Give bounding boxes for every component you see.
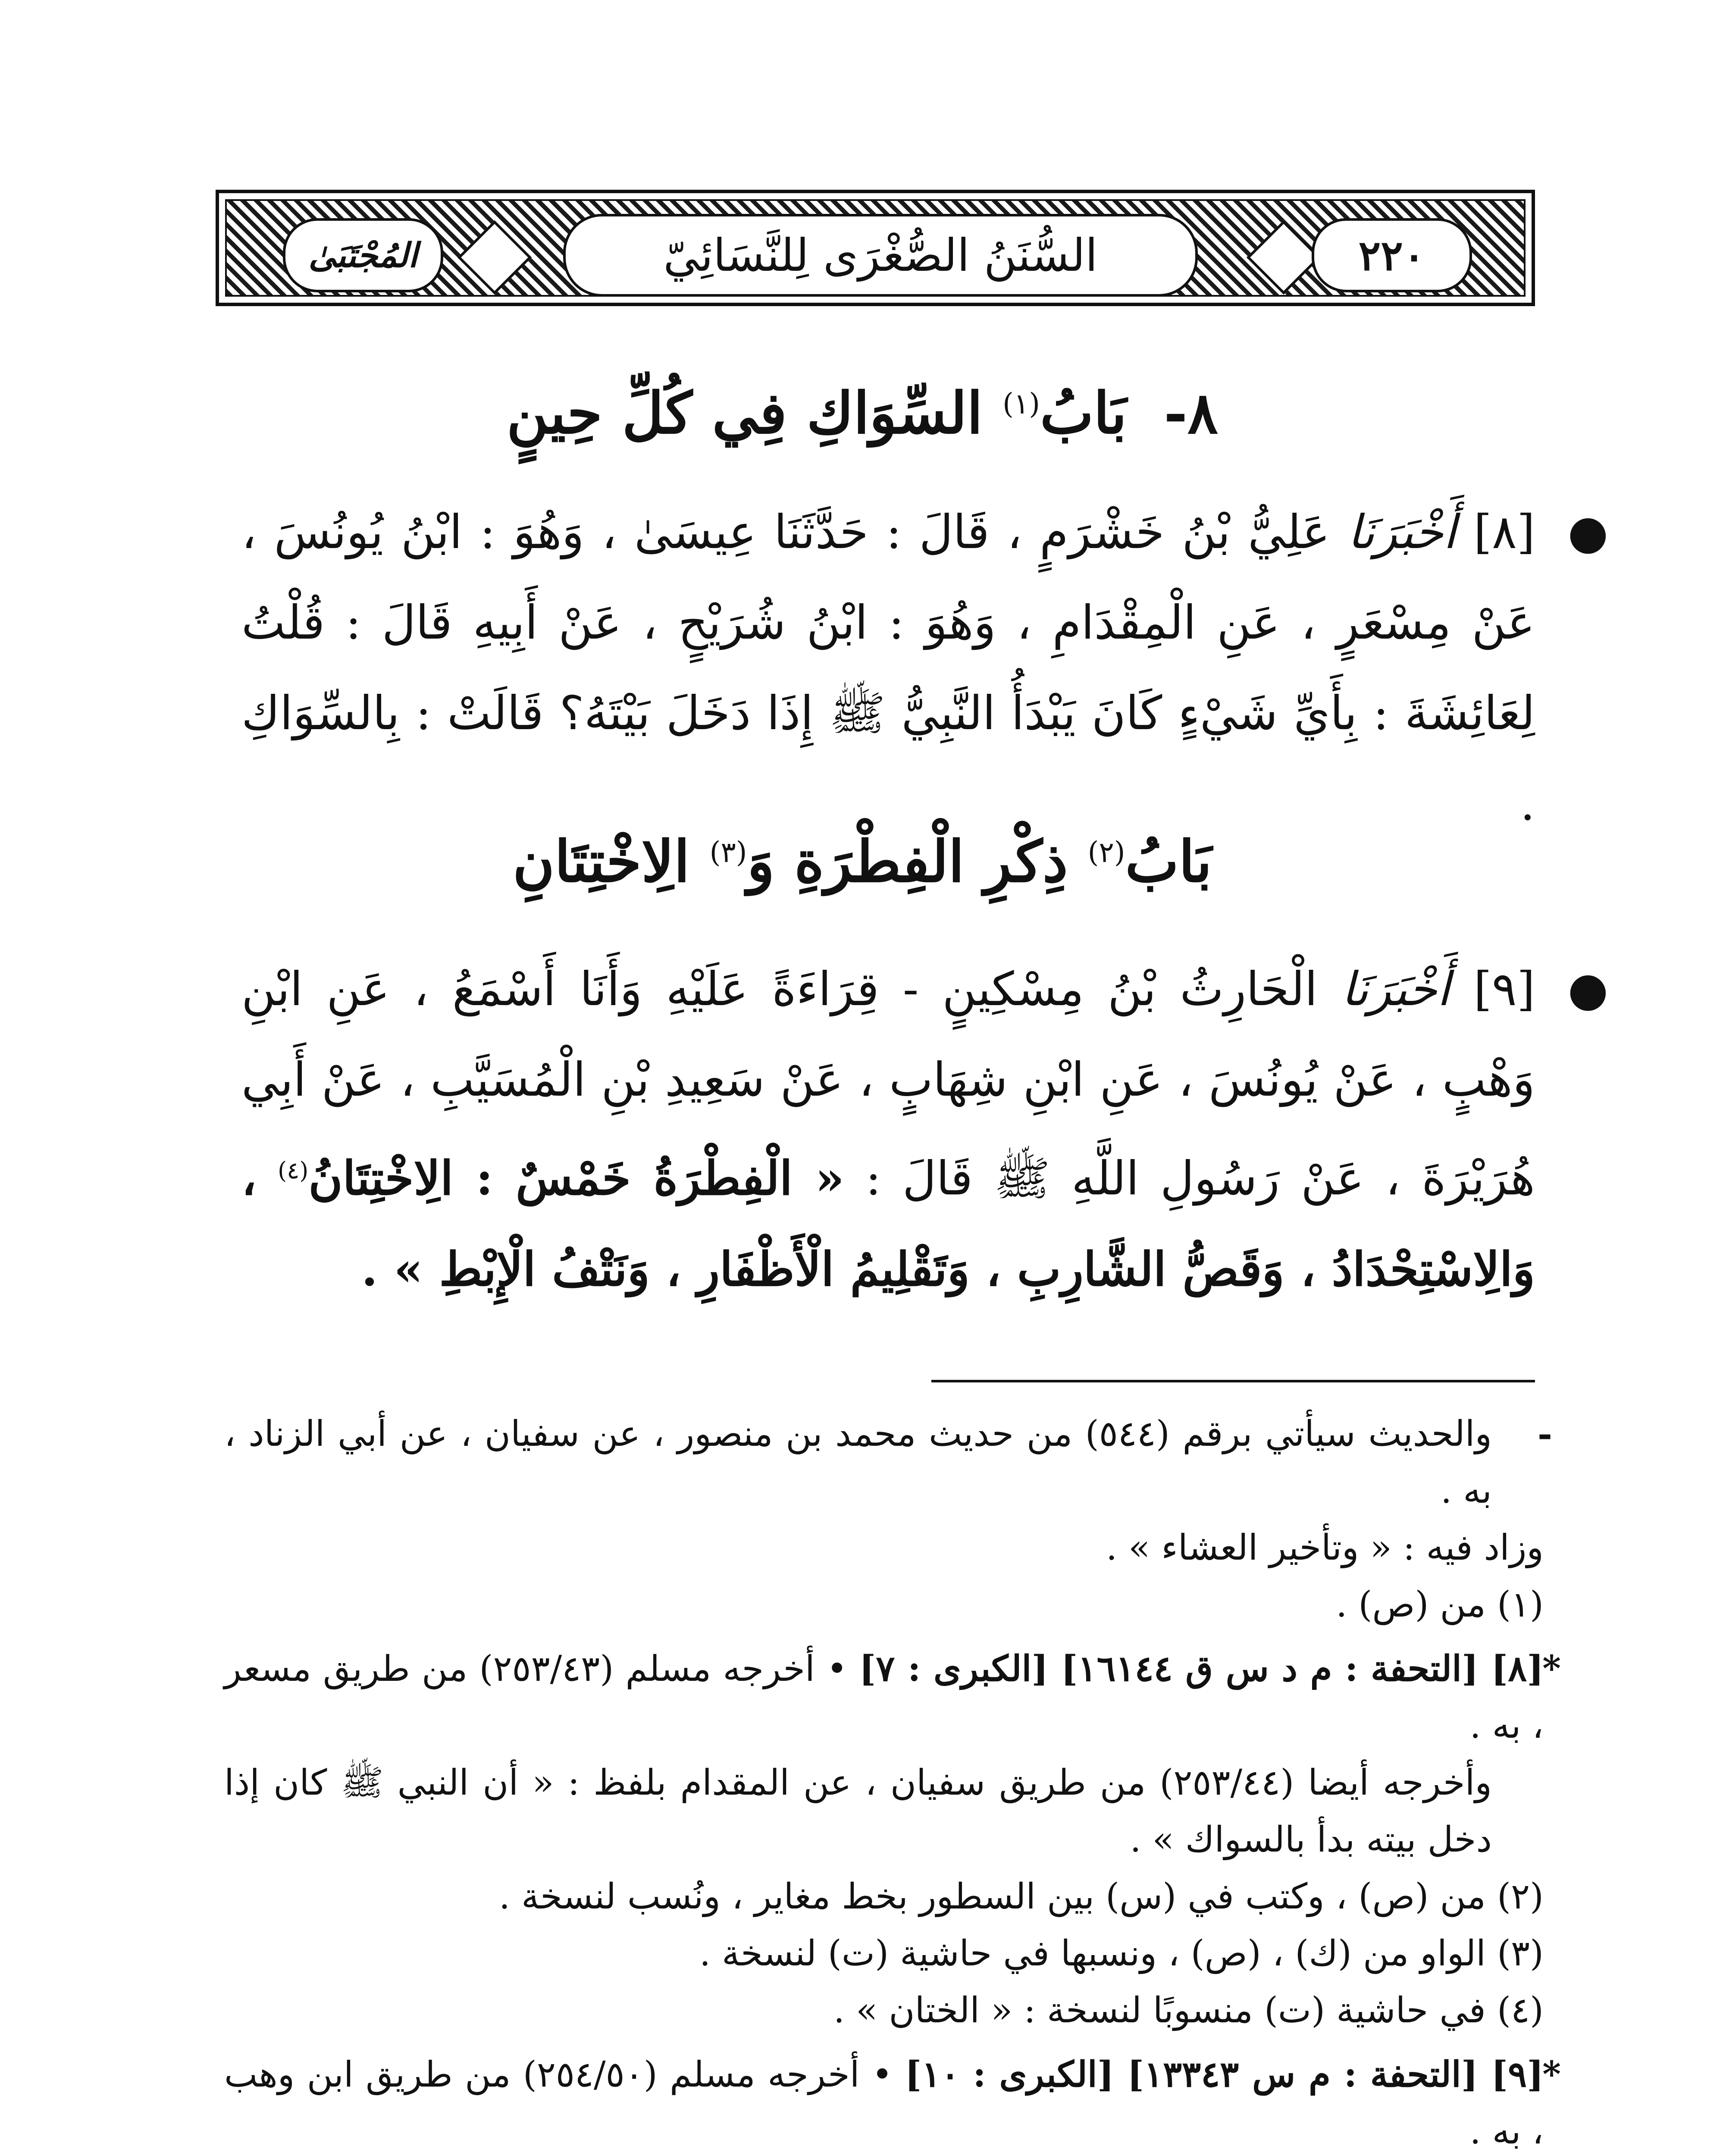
takhrij-text: • أخرجه مسلم (٢٥٤/٥٠) من طريق ابن وهب ، به . <box>224 2054 1544 2152</box>
footnote-separator <box>931 1380 1535 1382</box>
page-number: ٢٢٠ <box>1358 231 1425 280</box>
takhrij-text: وأخرجه أيضا (٢٥٣/٤٤) من طريق سفيان ، عن المقدام بلفظ : « أن النبي ﷺ كان إذا دخل بيته بدأ بالسواك » . <box>224 1762 1492 1860</box>
emblem-text: المُجْتَبَىٰ <box>308 235 418 275</box>
takhrij-8 <box>224 1640 1561 1755</box>
takhrij-citation: [٩] [التحفة : م س ١٣٣٤٣] [الكبرى : ١٠] <box>905 2054 1544 2095</box>
ornament-knot-icon <box>457 220 532 295</box>
hadith-matn-part1: « الْفِطْرَةُ خَمْسٌ : الِاخْتِتَانُ <box>308 1151 844 1206</box>
continuation-dash: - <box>1537 1413 1552 1455</box>
hadith-prefix: أَخْبَرَنَا <box>1347 505 1456 559</box>
footnote-text: والحديث سيأتي برقم (٥٤٤) من حديث محمد بن منصور ، عن سفيان ، عن أبي الزناد ، به . <box>224 1413 1492 1511</box>
asterisk-icon: * <box>1542 2054 1561 2095</box>
chapter-title-start: بَابُ <box>1040 380 1127 447</box>
footnote-2 <box>224 1868 1544 1925</box>
chapter-number: ٨- <box>1164 380 1218 447</box>
footnote-ref: (٣) <box>709 836 747 869</box>
chapter-heading-2 <box>172 828 1552 896</box>
page-number-cartouche <box>1312 218 1472 292</box>
hadith-text: الْحَارِثُ بْنُ مِسْكِينٍ - قِرَاءَةً عَلَيْهِ وَأَنَا أَسْمَعُ ، عَنِ ابْنِ وَهْبٍ ، عَنْ يُونُسَ ، عَنِ ابْنِ شِهَابٍ ، عَنْ سَعِيدِ بْنِ الْمُسَيَّبِ ، عَنْ أَبِي هُرَيْرَةَ ، عَنْ رَسُولِ اللَّهِ ﷺ قَالَ : <box>241 962 1535 1206</box>
chapter-heading-1 <box>172 379 1552 448</box>
bullet-icon: ● <box>1567 962 1608 1016</box>
footnote-ref: (٤) <box>278 1157 309 1184</box>
footnote-ref: (١) <box>1002 387 1040 420</box>
ornament-knot-icon <box>1247 220 1321 295</box>
footnote-text: (١) من (ص) . <box>1336 1584 1544 1625</box>
footnote-text: (٣) الواو من (ك) ، (ص) ، ونسبها في حاشية (ت) لنسخة . <box>699 1933 1544 1974</box>
takhrij-text: • أخرجه مسلم (٢٥٣/٤٣) من طريق مسعر ، به . <box>224 1648 1544 1746</box>
footnote-text: (٢) من (ص) ، وكتب في (س) بين السطور بخط مغاير ، ونُسب لنسخة . <box>498 1876 1544 1917</box>
footnote-text: (٤) في حاشية (ت) منسوبًا لنسخة : « الختان » . <box>833 1990 1544 2031</box>
book-emblem <box>283 218 443 292</box>
takhrij-8-more <box>224 1755 1544 1868</box>
chapter-title-end: الِاخْتِتَانِ <box>513 828 690 895</box>
footnote-1 <box>224 1576 1544 1633</box>
chapter-title-start: بَابُ <box>1125 828 1212 895</box>
footnote-continuation <box>224 1406 1552 1520</box>
takhrij-9 <box>224 2046 1561 2156</box>
page-header <box>216 190 1535 306</box>
ornamental-border <box>225 199 1526 297</box>
book-title: السُّنَنُ الصُّغْرَى لِلنَّسَائِيّ <box>663 229 1098 282</box>
footnotes <box>224 1406 1561 2156</box>
hadith-label: [٩] <box>1473 962 1535 1016</box>
footnote-4 <box>224 1982 1544 2039</box>
footnote-continuation <box>224 1520 1544 1576</box>
hadith-matn-part2: ، وَالِاسْتِحْدَادُ ، وَقَصُّ الشَّارِبِ ، وَتَقْلِيمُ الْأَظْفَارِ ، وَنَتْفُ الْإِبْطِ » . <box>241 1151 1535 1297</box>
bullet-icon: ● <box>1567 505 1608 559</box>
footnote-text: وزاد فيه : « وتأخير العشاء » . <box>1106 1527 1544 1568</box>
chapter-title-end: السِّوَاكِ فِي كُلِّ حِينٍ <box>507 380 983 447</box>
hadith-label: [٨] <box>1473 505 1535 559</box>
hadith-8 <box>241 487 1608 849</box>
footnote-ref: (٢) <box>1087 836 1125 869</box>
hadith-prefix: أَخْبَرَنَا <box>1341 962 1450 1016</box>
footnote-3 <box>224 1925 1544 1982</box>
hadith-9 <box>241 944 1608 1315</box>
chapter-title-mid: ذِكْرِ الْفِطْرَةِ وَ <box>747 828 1068 895</box>
asterisk-icon: * <box>1542 1648 1561 1689</box>
hadith-text: عَلِيُّ بْنُ خَشْرَمٍ ، قَالَ : حَدَّثَنَا عِيسَىٰ ، وَهُوَ : ابْنُ يُونُسَ ، عَنْ مِسْعَرٍ ، عَنِ الْمِقْدَامِ ، وَهُوَ : ابْنُ شُرَيْحٍ ، عَنْ أَبِيهِ قَالَ : قُلْتُ لِعَائِشَةَ : بِأَيِّ شَيْءٍ كَانَ يَبْدَأُ النَّبِيُّ ﷺ إِذَا دَخَلَ بَيْتَهُ؟ قَالَتْ : بِالسِّوَاكِ . <box>241 505 1535 831</box>
title-cartouche <box>563 214 1198 297</box>
takhrij-citation: [٨] [التحفة : م د س ق ١٦١٤٤] [الكبرى : ٧] <box>859 1648 1544 1689</box>
